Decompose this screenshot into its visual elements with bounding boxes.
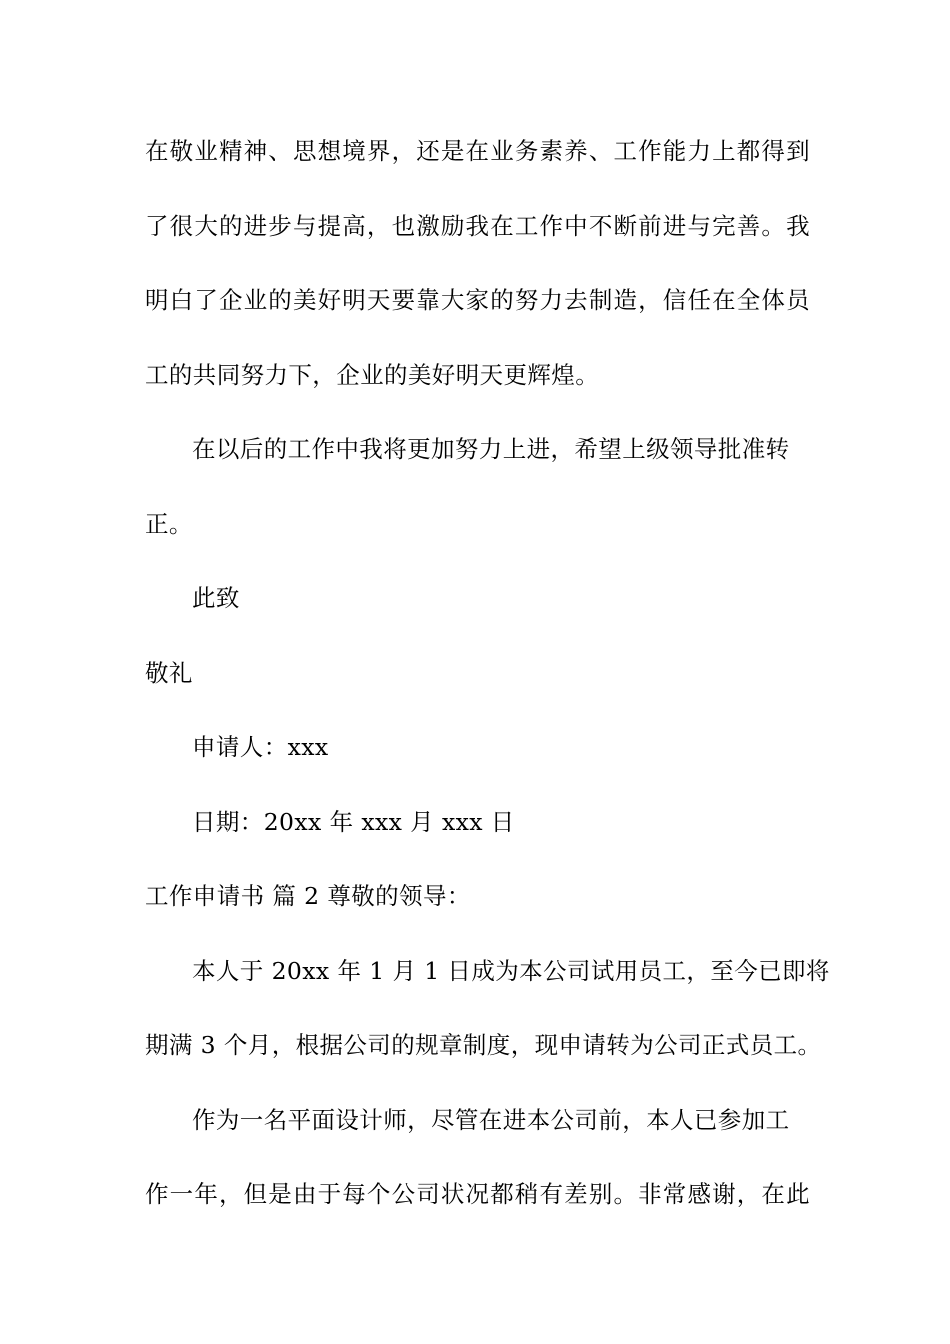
section-heading: 工作申请书 篇 2 尊敬的领导： <box>145 882 471 910</box>
text-line: 期满 3 个月，根据公司的规章制度，现申请转为公司正式员工。 <box>145 1031 822 1059</box>
text-line: 本人于 20xx 年 1 月 1 日成为本公司试用员工，至今已即将 <box>192 956 830 985</box>
text-line: 工的共同努力下，企业的美好明天更辉煌。 <box>145 360 600 389</box>
text-line: 作为一名平面设计师，尽管在进本公司前，本人已参加工 <box>192 1105 790 1134</box>
closing-salutation: 此致 <box>192 584 240 612</box>
text-line: 了很大的进步与提高，也激励我在工作中不断前进与完善。我 <box>145 211 810 240</box>
text-line: 在以后的工作中我将更加努力上进，希望上级领导批准转 <box>192 435 790 463</box>
text-line: 正。 <box>145 509 193 538</box>
date-line: 日期：20xx 年 xxx 月 xxx 日 <box>192 807 515 836</box>
text-line: 明白了企业的美好明天要靠大家的努力去制造，信任在全体员 <box>145 286 810 314</box>
text-line: 作一年，但是由于每个公司状况都稍有差别。非常感谢，在此 <box>145 1180 810 1208</box>
applicant-line: 申请人：xxx <box>192 733 329 761</box>
document-page <box>145 128 830 1246</box>
closing-regards: 敬礼 <box>145 658 193 687</box>
text-line: 在敬业精神、思想境界，还是在业务素养、工作能力上都得到 <box>145 137 810 165</box>
